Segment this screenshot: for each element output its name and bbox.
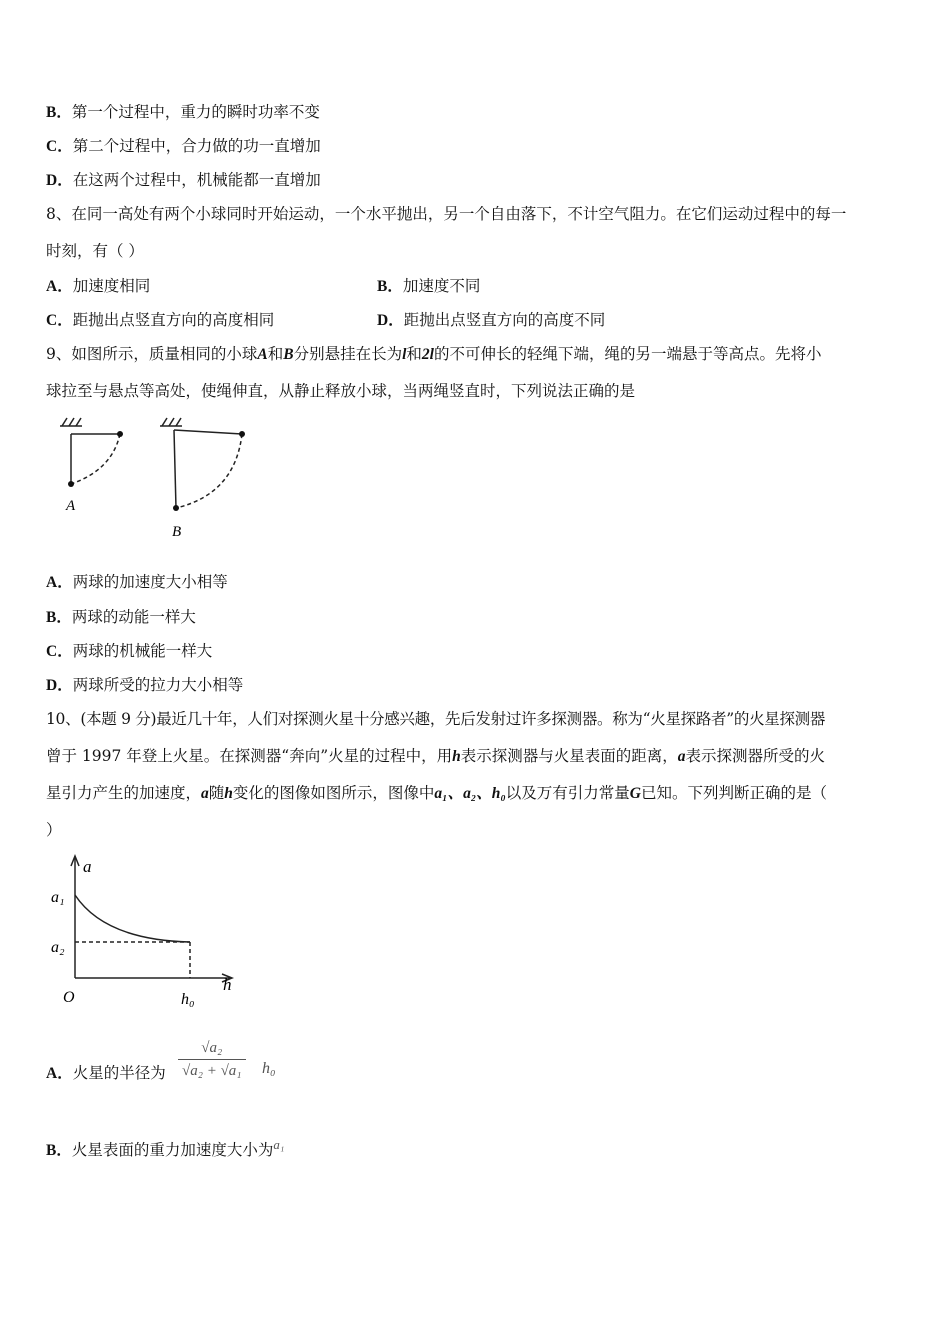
q9-option-b: [46, 607, 196, 628]
text: 表示探测器所受的火: [685, 747, 826, 765]
text: 和: [267, 345, 284, 363]
q10-stem-line3: [46, 783, 827, 804]
option-label: B．: [46, 104, 72, 121]
a2-label: a₂: [51, 939, 65, 956]
q9-option-c: [46, 641, 212, 662]
q8-option-c: [46, 310, 274, 331]
var: 2l: [421, 346, 434, 363]
text: 分别悬挂在长为: [293, 345, 403, 363]
var: B: [283, 346, 294, 363]
q9-option-d: [46, 675, 243, 696]
option-text: 第一个过程中，重力的瞬时功率不变: [71, 103, 320, 121]
text: 曾于 1997 年登上火星。在探测器“奔向”火星的过程中，用: [46, 747, 453, 765]
q7-option-b: [46, 102, 320, 123]
text: 已知。下列判断正确的是（: [640, 784, 827, 802]
var: G: [629, 785, 641, 802]
option-label: D．: [46, 677, 73, 694]
a-h-graph: [45, 850, 245, 1015]
option-label: B．: [46, 609, 72, 626]
var: a: [201, 785, 209, 802]
text: 变化的图像如图所示，图像中: [232, 784, 435, 802]
option-label: A．: [46, 278, 73, 295]
text: 的不可伸长的轻绳下端，绳的另一端悬于等高点。先将小: [433, 345, 822, 363]
option-label: A．: [46, 1065, 73, 1082]
option-text: 两球的机械能一样大: [72, 642, 213, 660]
q10-option-a: [46, 1063, 166, 1084]
option-text: 火星的半径为: [72, 1064, 166, 1082]
text: 星引力产生的加速度，: [46, 784, 202, 802]
option-text: 加速度相同: [72, 277, 151, 295]
h0-label: h₀: [181, 991, 195, 1008]
q10-option-b: [46, 1135, 284, 1161]
q7-option-d: [46, 170, 321, 191]
q8-option-d: [377, 310, 605, 331]
var: a₁、a₂、h₀: [434, 785, 506, 802]
option-text: 第二个过程中，合力做的功一直增加: [72, 137, 321, 155]
q8-option-a: [46, 276, 150, 297]
text: 以及万有引力常量: [505, 784, 630, 802]
option-text: 在这两个过程中，机械能都一直增加: [72, 171, 321, 189]
option-label: C．: [46, 312, 73, 329]
origin-label: O: [63, 989, 75, 1006]
q10-stem-line2: [46, 746, 825, 767]
option-label: C．: [46, 138, 73, 155]
var: l: [402, 346, 407, 363]
text: 9、如图所示，质量相同的小球: [46, 345, 258, 363]
option-label: C．: [46, 643, 73, 660]
q7-option-c: [46, 136, 321, 157]
option-text: 距抛出点竖直方向的高度不同: [403, 311, 606, 329]
y-axis-label: a: [83, 857, 92, 876]
pendulum-figure: [50, 412, 260, 542]
q9-stem-line1: [46, 344, 822, 365]
text: 和: [406, 345, 422, 363]
var: A: [257, 346, 268, 363]
x-axis-label: h: [223, 975, 232, 994]
q10-stem-line1: 10、(本题 9 分)最近几十年，人们对探测火星十分感兴趣，先后发射过许多探测器。称为“火星探路者”的火星探测器: [46, 710, 826, 728]
text: 表示探测器与火星表面的距离，: [460, 747, 678, 765]
var: h: [452, 748, 461, 765]
radius-fraction: [178, 1040, 246, 1080]
option-text: 两球的动能一样大: [71, 608, 196, 626]
option-label: B．: [377, 278, 403, 295]
option-label: B．: [46, 1142, 72, 1160]
fraction-denominator: √a₂ + √a₁: [178, 1059, 246, 1080]
text: 随: [208, 784, 225, 802]
option-text: 距抛出点竖直方向的高度相同: [72, 311, 275, 329]
h0-factor: h₀: [262, 1060, 276, 1077]
option-label: A．: [46, 574, 73, 591]
a1-value: a₁: [273, 1137, 285, 1152]
var: a: [677, 748, 686, 765]
fraction-numerator: √a₂: [201, 1040, 223, 1056]
q8-stem-line1: 8、在同一高处有两个小球同时开始运动，一个水平抛出，另一个自由落下，不计空气阻力。在它们运动过程中的每一: [46, 205, 847, 223]
option-text: 两球的加速度大小相等: [72, 573, 228, 591]
q10-stem-line4: ）: [46, 821, 62, 839]
q8-stem-line2: 时刻，有（ ）: [46, 242, 144, 260]
option-text: 加速度不同: [402, 277, 481, 295]
option-text: 火星表面的重力加速度大小为: [71, 1141, 274, 1160]
option-text: 两球所受的拉力大小相等: [72, 676, 244, 694]
label-b: B: [172, 524, 182, 540]
var: h: [224, 785, 233, 802]
a1-label: a₁: [51, 889, 65, 906]
q9-option-a: [46, 572, 228, 593]
q8-option-b: [377, 276, 480, 297]
option-label: D．: [46, 172, 73, 189]
label-a: A: [66, 498, 76, 514]
q9-stem-line2: 球拉至与悬点等高处，使绳伸直，从静止释放小球，当两绳竖直时，下列说法正确的是: [46, 382, 636, 400]
option-label: D．: [377, 312, 404, 329]
